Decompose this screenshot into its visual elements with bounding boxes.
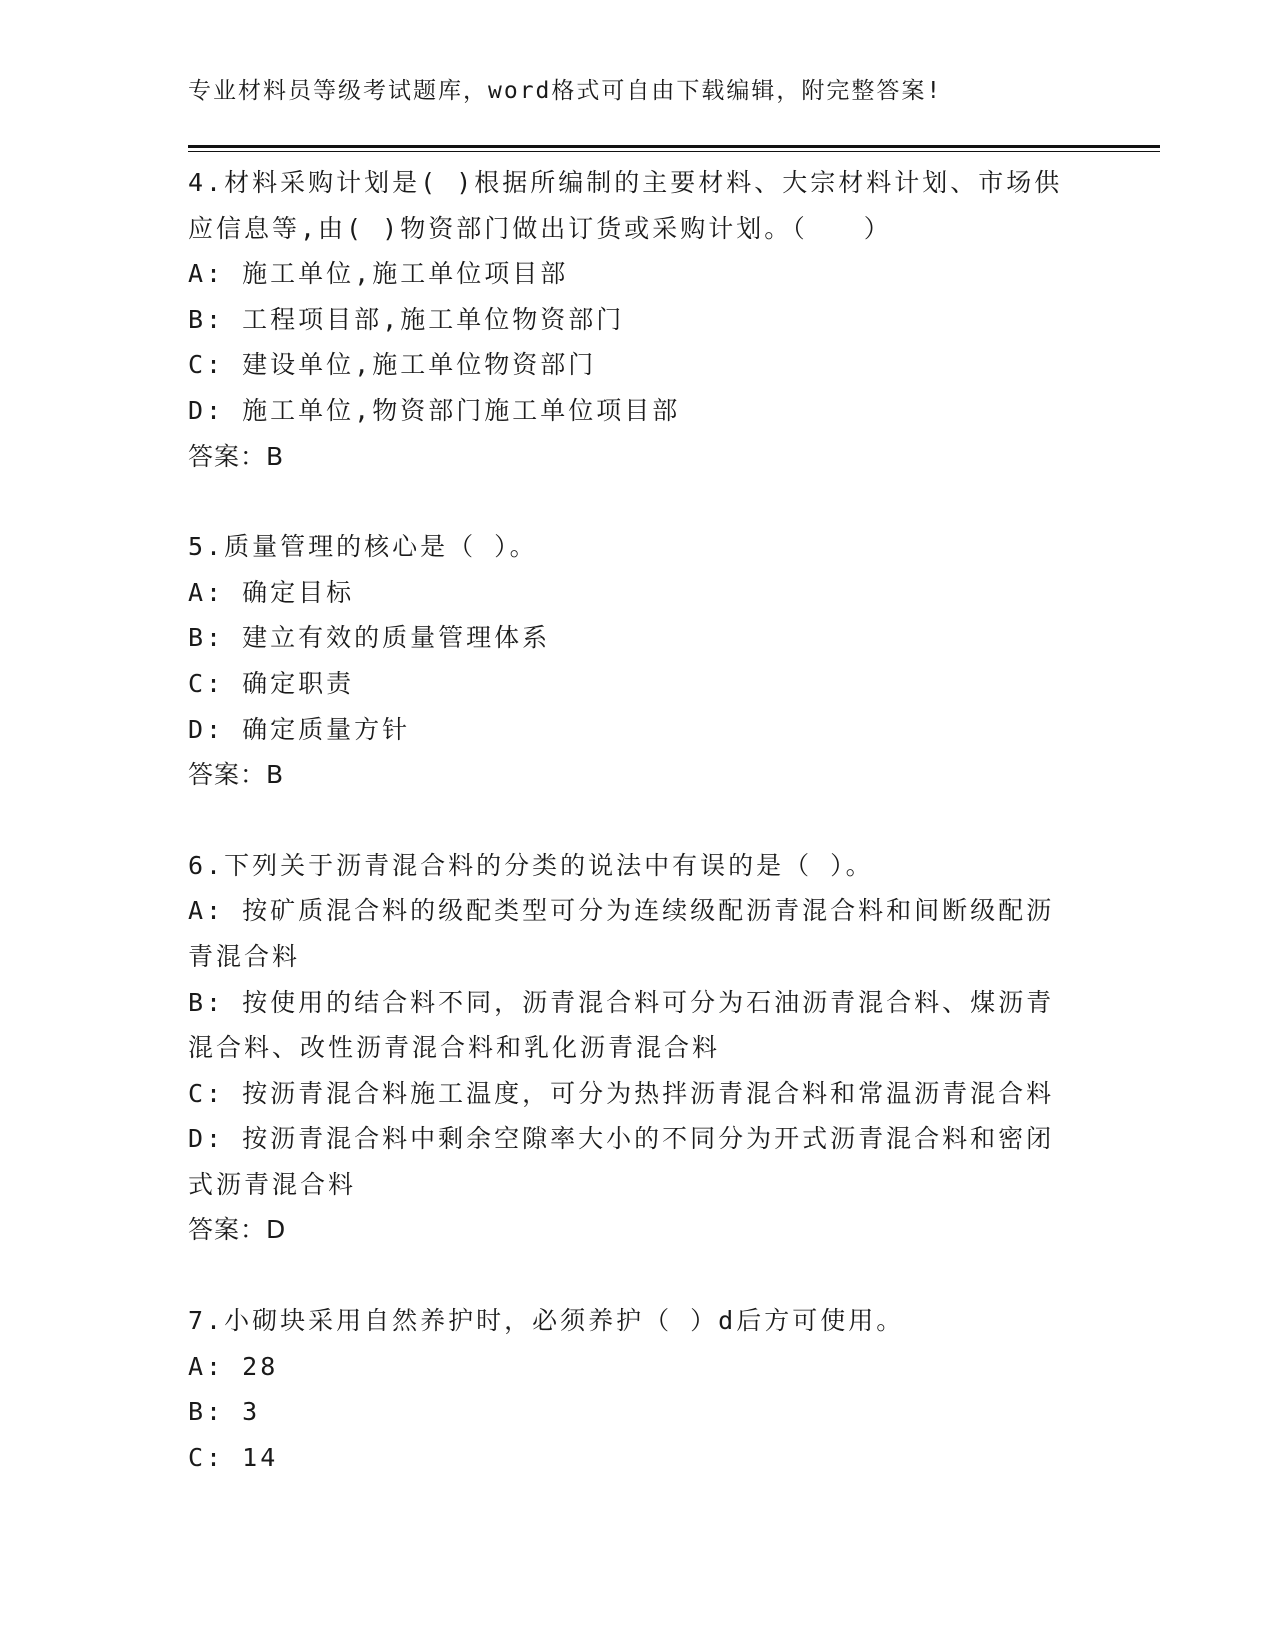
answer-option: D: 施工单位,物资部门施工单位项目部 [188,395,681,425]
answer-option: D: 按沥青混合料中剩余空隙率大小的不同分为开式沥青混合料和密闭 [188,1124,1055,1154]
answer-option: B: 3 [188,1397,261,1427]
answer-key: 答案：B [188,760,285,790]
question-block [188,160,1088,479]
answer-key: 答案：D [188,1215,287,1245]
answer-option: A: 28 [188,1351,279,1381]
answer-option: B: 按使用的结合料不同，沥青混合料可分为石油沥青混合料、煤沥青 [188,987,1055,1017]
question-block [188,524,1088,798]
answer-option: B: 建立有效的质量管理体系 [188,623,551,653]
question-list [188,160,1088,1525]
header-divider-thin [188,151,1160,152]
answer-option: C: 按沥青混合料施工温度，可分为热拌沥青混合料和常温沥青混合料 [188,1078,1055,1108]
question-stem: 应信息等,由( )物资部门做出订货或采购计划。（ ） [188,213,892,243]
answer-option: A: 施工单位,施工单位项目部 [188,259,569,289]
answer-option: 混合料、改性沥青混合料和乳化沥青混合料 [188,1033,721,1063]
question-stem: 7.小砌块采用自然养护时，必须养护（ ）d后方可使用。 [188,1306,905,1336]
answer-option: B: 工程项目部,施工单位物资部门 [188,304,625,334]
question-stem: 4.材料采购计划是( )根据所编制的主要材料、大宗材料计划、市场供 [188,168,1063,197]
answer-option: C: 14 [188,1442,279,1472]
question-block [188,843,1088,1253]
answer-option: A: 按矿质混合料的级配类型可分为连续级配沥青混合料和间断级配沥 [188,896,1055,926]
answer-key: 答案：B [188,441,285,471]
header-divider-thick [188,145,1160,148]
header-note: 专业材料员等级考试题库，word格式可自由下载编辑，附完整答案! [188,78,943,104]
question-stem: 5.质量管理的核心是（ ）。 [188,532,538,562]
answer-option: A: 确定目标 [188,577,355,607]
question-block [188,1298,1088,1480]
answer-option: 式沥青混合料 [188,1169,357,1199]
question-stem: 6.下列关于沥青混合料的分类的说法中有误的是（ ）。 [188,850,874,880]
answer-option: D: 确定质量方针 [188,714,411,744]
answer-option: C: 确定职责 [188,668,355,698]
answer-option: 青混合料 [188,941,301,971]
answer-option: C: 建设单位,施工单位物资部门 [188,350,597,380]
